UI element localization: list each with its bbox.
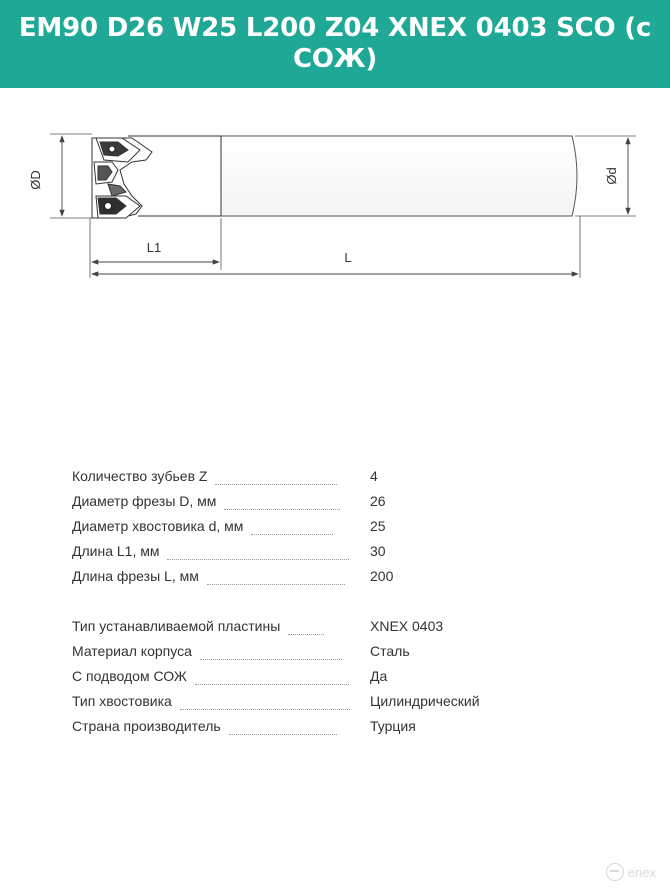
specs-group-dimensions	[72, 468, 552, 593]
spec-label: Диаметр хвостовика d, мм	[72, 518, 244, 534]
spec-value: Да	[370, 668, 388, 684]
spec-value: Турция	[370, 718, 416, 734]
tool-drawing	[0, 100, 670, 300]
spec-row	[72, 643, 552, 668]
spec-row	[72, 668, 552, 693]
spec-row	[72, 618, 552, 643]
spec-label: Количество зубьев Z	[72, 468, 208, 484]
label-d: Ød	[604, 167, 619, 185]
cutter-head	[92, 136, 221, 218]
spec-value: Цилиндрический	[370, 693, 480, 709]
leader-dots	[180, 708, 350, 710]
leader-dots	[195, 683, 349, 685]
specs-table	[72, 468, 552, 768]
spec-label: Тип устанавливаемой пластины	[72, 618, 281, 634]
page-title: EM90 D26 W25 L200 Z04 XNEX 0403 SCO (с СОЖ)	[18, 13, 652, 74]
spec-row	[72, 568, 552, 593]
spec-row	[72, 543, 552, 568]
leader-dots	[167, 558, 349, 560]
spec-label: С подводом СОЖ	[72, 668, 187, 684]
label-L1: L1	[146, 240, 162, 255]
specs-group-properties	[72, 618, 552, 743]
spec-row	[72, 718, 552, 743]
spec-label: Страна производитель	[72, 718, 221, 734]
watermark-text: enex	[627, 864, 656, 880]
spec-value: 4	[370, 468, 378, 484]
spec-row	[72, 493, 552, 518]
spec-label: Тип хвостовика	[72, 693, 172, 709]
leader-dots	[251, 533, 333, 535]
leader-dots	[224, 508, 340, 510]
label-D: ØD	[28, 170, 43, 190]
spec-value: XNEX 0403	[370, 618, 444, 634]
label-L: L	[344, 250, 352, 265]
spec-label: Длина фрезы L, мм	[72, 568, 199, 584]
leader-dots	[207, 583, 345, 585]
title-banner	[0, 0, 670, 88]
spec-label: Длина L1, мм	[72, 543, 160, 559]
spec-label: Материал корпуса	[72, 643, 192, 659]
spec-value: 26	[370, 493, 386, 509]
spec-label: Диаметр фрезы D, мм	[72, 493, 217, 509]
tool-shank	[221, 136, 577, 216]
spec-row	[72, 468, 552, 493]
enex-logo-icon	[606, 863, 624, 881]
watermark	[606, 863, 656, 881]
leader-dots	[200, 658, 342, 660]
leader-dots	[288, 633, 324, 635]
spec-value: 200	[370, 568, 394, 584]
spec-value: Сталь	[370, 643, 410, 659]
spec-row	[72, 693, 552, 718]
spec-value: 30	[370, 543, 386, 559]
spec-row	[72, 518, 552, 543]
spec-value: 25	[370, 518, 386, 534]
leader-dots	[215, 483, 337, 485]
leader-dots	[229, 733, 337, 735]
